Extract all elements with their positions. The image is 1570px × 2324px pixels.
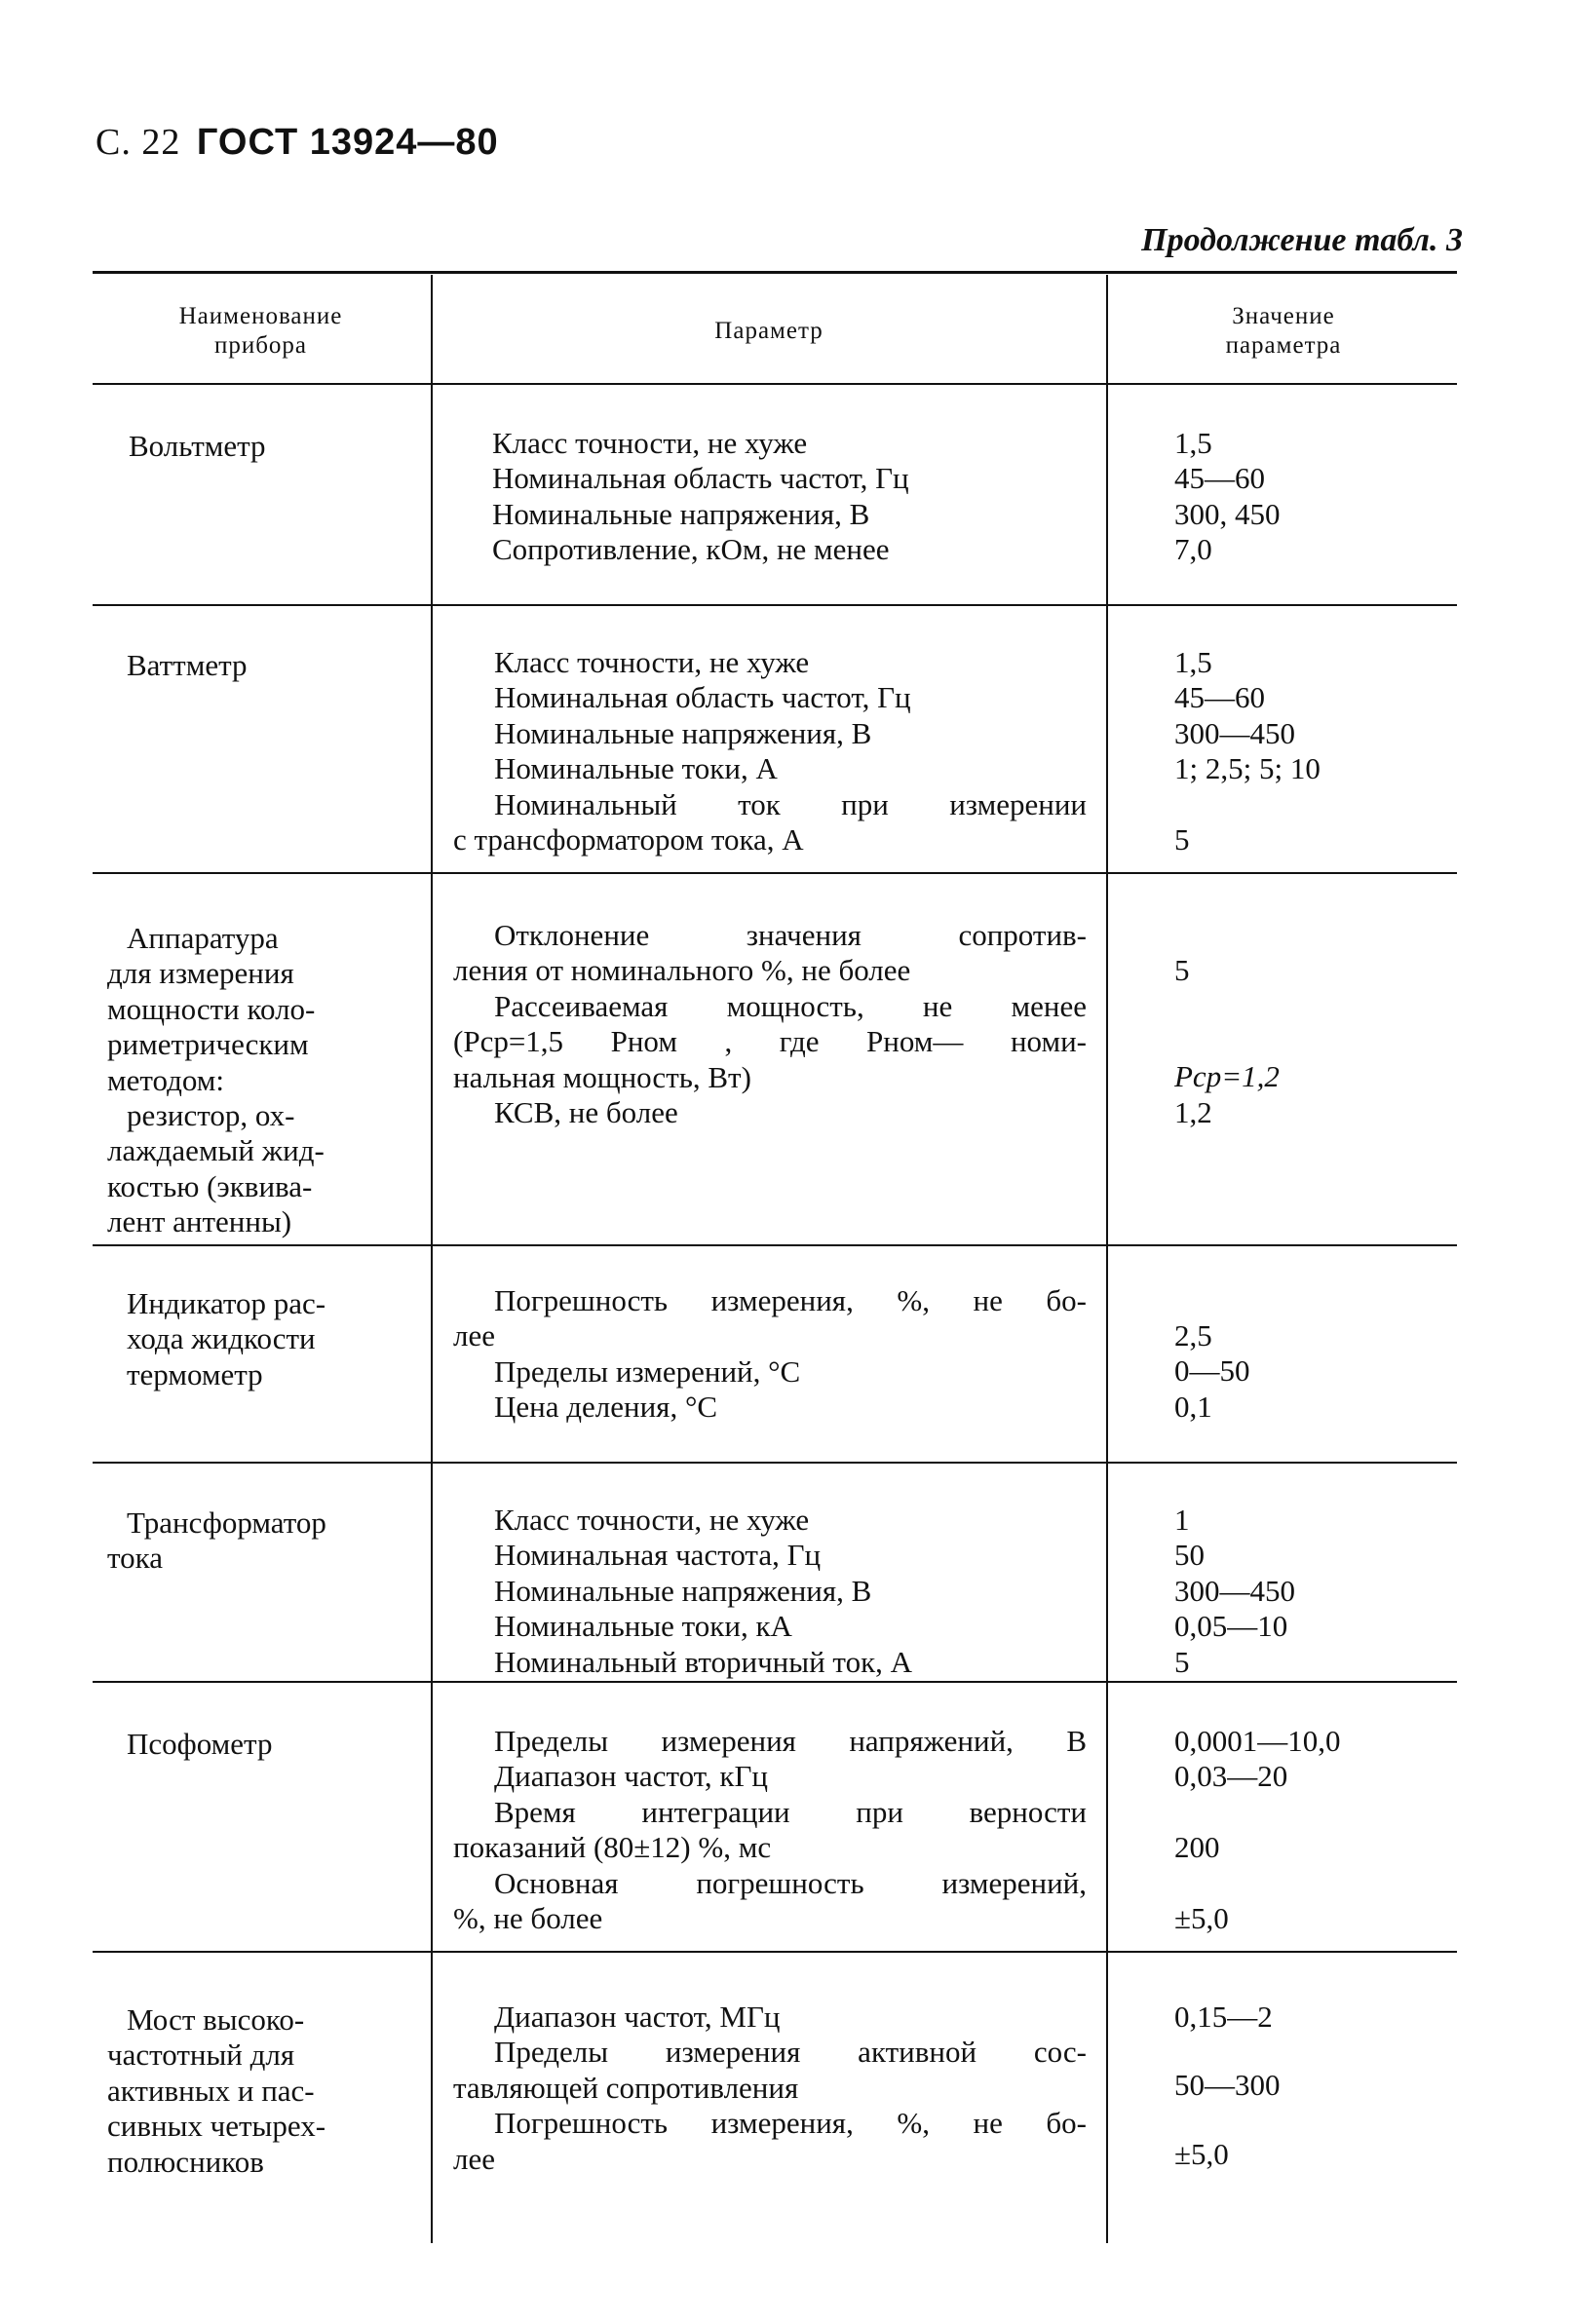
parameter-line: Пределы измерения напряжений, В bbox=[494, 1724, 1087, 1758]
value-list: 1 50 300—450 0,05—10 5 bbox=[1174, 1503, 1295, 1679]
parameter-line: Диапазон частот, кГц bbox=[494, 1759, 768, 1794]
parameter-line: Класс точности, не хуже bbox=[494, 1503, 810, 1537]
parameter-line: лее bbox=[453, 1318, 495, 1353]
column-divider bbox=[1106, 275, 1108, 2243]
parameter-line: Пределы измерений, °С bbox=[494, 1353, 801, 1389]
parameter-line: Номинальная область частот, Гц bbox=[494, 680, 911, 715]
parameter-list bbox=[492, 426, 1126, 568]
header-value: Значение параметра bbox=[1225, 303, 1342, 359]
parameter-line: Цена деления, °С bbox=[494, 1390, 718, 1425]
parameter-line: Время интеграции при верности bbox=[494, 1794, 1087, 1829]
parameter-line: Погрешность измерения, %, не бо- bbox=[494, 2106, 1087, 2141]
parameter-line: с трансформатором тока, А bbox=[453, 822, 804, 857]
parameter-line: Отклонение значения сопротив- bbox=[494, 918, 1087, 952]
parameter-line: нальная мощность, Вт) bbox=[453, 1059, 751, 1094]
parameter-line: Диапазон частот, МГц bbox=[494, 2000, 781, 2034]
device-name: Псофометр bbox=[127, 1727, 273, 1761]
parameter-line: Номинальный вторичный ток, А bbox=[494, 1644, 913, 1679]
parameter-list bbox=[453, 2000, 1087, 2177]
parameter-line: Погрешность измерения, %, не бо- bbox=[494, 1283, 1087, 1317]
parameter-line: ления от номинального %, не более bbox=[453, 953, 911, 988]
parameter-line: Номинальные токи, кА bbox=[494, 1609, 792, 1644]
row-divider bbox=[93, 872, 1457, 874]
parameter-list bbox=[453, 1724, 1087, 1936]
parameter-line: Номинальные напряжения, В bbox=[494, 1573, 872, 1608]
parameter-line: Номинальные напряжения, В bbox=[492, 496, 870, 531]
parameter-line: тавляющей сопротивления bbox=[453, 2070, 799, 2105]
parameter-line: Пределы измерения активной сос- bbox=[494, 2035, 1087, 2070]
parameter-line: Класс точности, не хуже bbox=[494, 645, 810, 679]
parameter-line: Класс точности, не хуже bbox=[492, 426, 808, 460]
parameter-list bbox=[453, 1283, 1087, 1426]
parameter-line: КСВ, не более bbox=[494, 1095, 678, 1130]
parameter-line: %, не более bbox=[453, 1901, 603, 1936]
row-divider bbox=[93, 604, 1457, 606]
device-name: Трансформатор тока bbox=[107, 1505, 326, 1576]
device-name: Индикатор рас- хода жидкости термометр bbox=[127, 1286, 326, 1391]
parameter-line: Номинальные напряжения, В bbox=[494, 715, 872, 750]
value-list: 0,0001—10,0 0,03—20 200 ±5,0 bbox=[1174, 1724, 1341, 1935]
value-list: 1,5 45—60 300, 450 7,0 bbox=[1174, 426, 1281, 567]
row-divider bbox=[93, 1951, 1457, 1953]
device-name: Аппаратура для измерения мощности коло- риметрическим методом: резистор, ох- лаждаемый жид- костью (эквива- лент антенны) bbox=[107, 921, 325, 1239]
parameter-line: Номинальная частота, Гц bbox=[494, 1538, 822, 1573]
parameter-line: Номинальный ток при измерении bbox=[494, 786, 1087, 821]
standard-number: ГОСТ 13924—80 bbox=[196, 122, 499, 163]
parameter-list bbox=[453, 645, 1087, 857]
parameter-list bbox=[453, 1503, 1087, 1680]
device-name: Вольтметр bbox=[129, 429, 266, 463]
parameter-line: Рассеиваемая мощность, не менее bbox=[494, 988, 1087, 1023]
device-name: Ваттметр bbox=[127, 648, 248, 682]
parameter-line: (Pср=1,5 Pном , где Pном— номи- bbox=[453, 1024, 1087, 1059]
parameter-line: Основная погрешность измерений, bbox=[494, 1865, 1087, 1900]
header-parameter: Параметр bbox=[714, 318, 823, 344]
value-list: 5 Pср=1,2 1,2 bbox=[1174, 953, 1280, 1129]
parameter-line: лее bbox=[453, 2141, 495, 2176]
parameter-line: Сопротивление, кОм, не менее bbox=[492, 532, 890, 567]
column-divider bbox=[431, 275, 433, 2243]
device-name: Мост высоко- частотный для активных и пас- сивных четырех- полюсников bbox=[107, 2002, 326, 2179]
header-device: Наименование прибора bbox=[178, 303, 343, 359]
value-list: 2,5 0—50 0,1 bbox=[1174, 1318, 1250, 1424]
value-list: 1,5 45—60 300—450 1; 2,5; 5; 10 5 bbox=[1174, 645, 1321, 857]
row-divider bbox=[93, 1681, 1457, 1683]
parameter-list bbox=[453, 918, 1087, 1130]
page-header bbox=[96, 121, 499, 164]
page-label: С. 22 bbox=[96, 122, 181, 163]
parameter-line: показаний (80±12) %, мс bbox=[453, 1830, 772, 1865]
table-continuation-title: Продолжение табл. 3 bbox=[1141, 222, 1463, 258]
row-divider bbox=[93, 1462, 1457, 1464]
value-list: 0,15—2 50—300 ±5,0 bbox=[1174, 2000, 1281, 2171]
table-top-rule bbox=[93, 271, 1457, 274]
parameter-line: Номинальные токи, А bbox=[494, 751, 778, 786]
row-divider bbox=[93, 1244, 1457, 1246]
header-bottom-rule bbox=[93, 383, 1457, 385]
parameter-line: Номинальная область частот, Гц bbox=[492, 461, 909, 496]
